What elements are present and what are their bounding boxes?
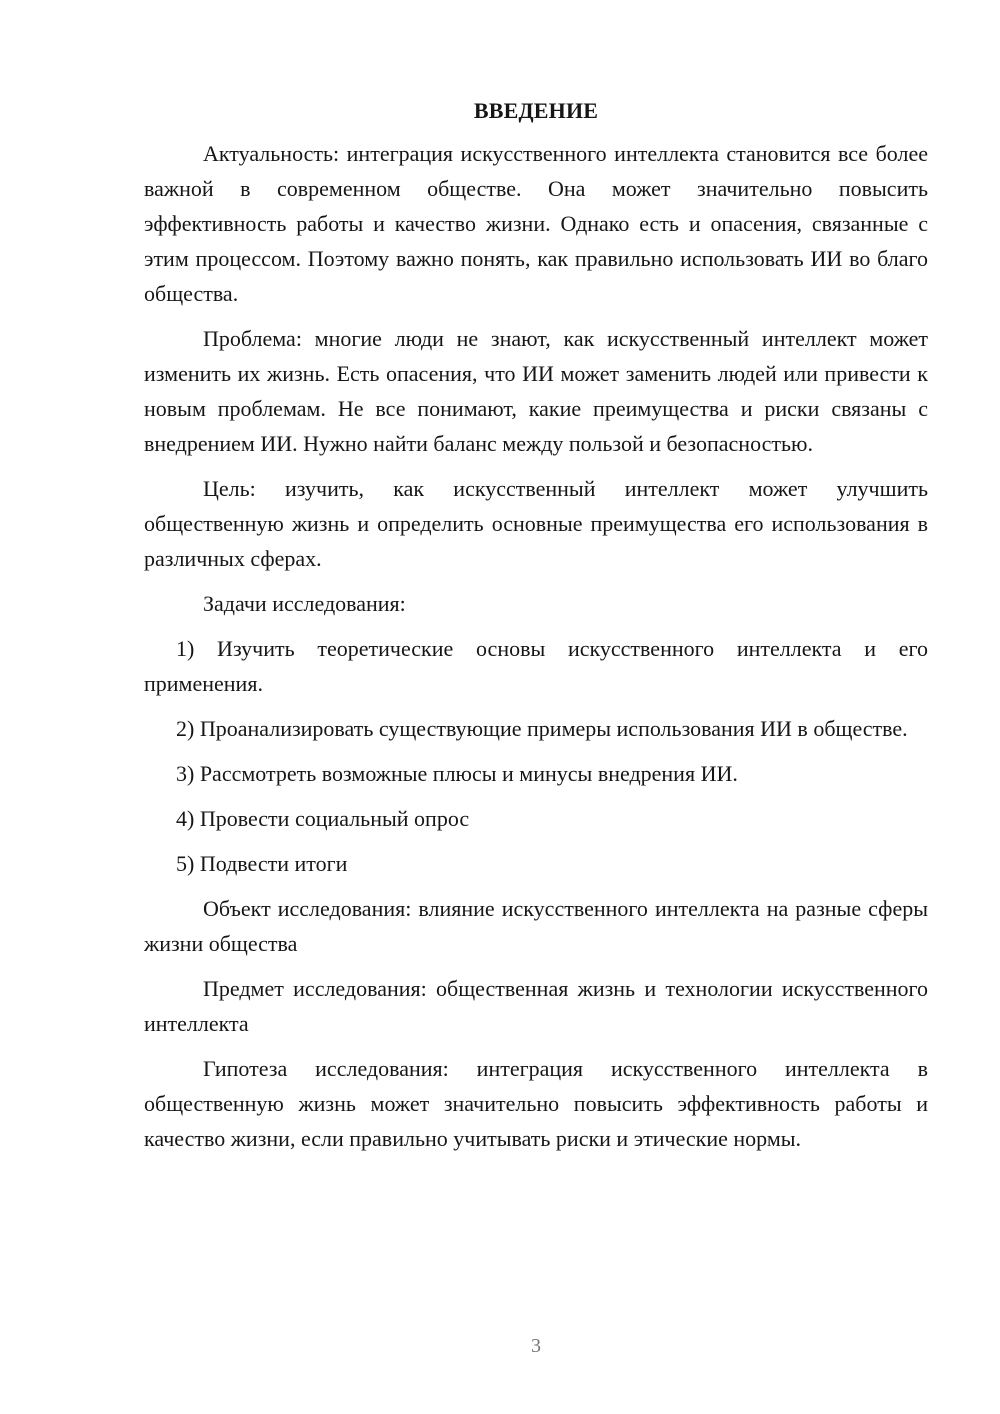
tasks-list (144, 631, 928, 881)
relevance-paragraph: Актуальность: интеграция искусственного интеллекта становится все более важной в современном обществе. Она может значительно повысить эффективность работы и качество жизни. Однако есть и опасения, связанные с этим процессом. Поэтому важно понять, как правильно использовать ИИ во благо общества. (144, 141, 928, 306)
problem-paragraph: Проблема: многие люди не знают, как искусственный интеллект может изменить их жизнь. Есть опасения, что ИИ может заменить людей или привести к новым проблемам. Не все понимают, какие преимущества и риски связаны с внедрением ИИ. Нужно найти баланс между пользой и безопасностью. (144, 326, 928, 456)
subject-paragraph: Предмет исследования: общественная жизнь и технологии искусственного интеллекта (144, 976, 928, 1036)
hypothesis-paragraph: Гипотеза исследования: интеграция искусственного интеллекта в общественную жизнь может значительно повысить эффективность работы и качество жизни, если правильно учитывать риски и этические нормы. (144, 1056, 928, 1151)
object-paragraph: Объект исследования: влияние искусственного интеллекта на разные сферы жизни общества (144, 896, 928, 956)
task-item-3: 3) Рассмотреть возможные плюсы и минусы внедрения ИИ. (176, 761, 738, 786)
page-content (144, 96, 928, 1166)
page-number: 3 (531, 1335, 541, 1357)
task-item-5: 5) Подвести итоги (176, 851, 348, 876)
goal-paragraph: Цель: изучить, как искусственный интеллект может улучшить общественную жизнь и определить основные преимущества его использования в различных сферах. (144, 476, 928, 571)
page-title: ВВЕДЕНИЕ (473, 98, 599, 123)
task-item-1: 1) Изучить теоретические основы искусственного интеллекта и его применения. (144, 636, 928, 696)
task-item-4: 4) Провести социальный опрос (176, 806, 470, 831)
tasks-heading: Задачи исследования: (203, 591, 406, 616)
task-item-2: 2) Проанализировать существующие примеры использования ИИ в обществе. (176, 716, 908, 741)
